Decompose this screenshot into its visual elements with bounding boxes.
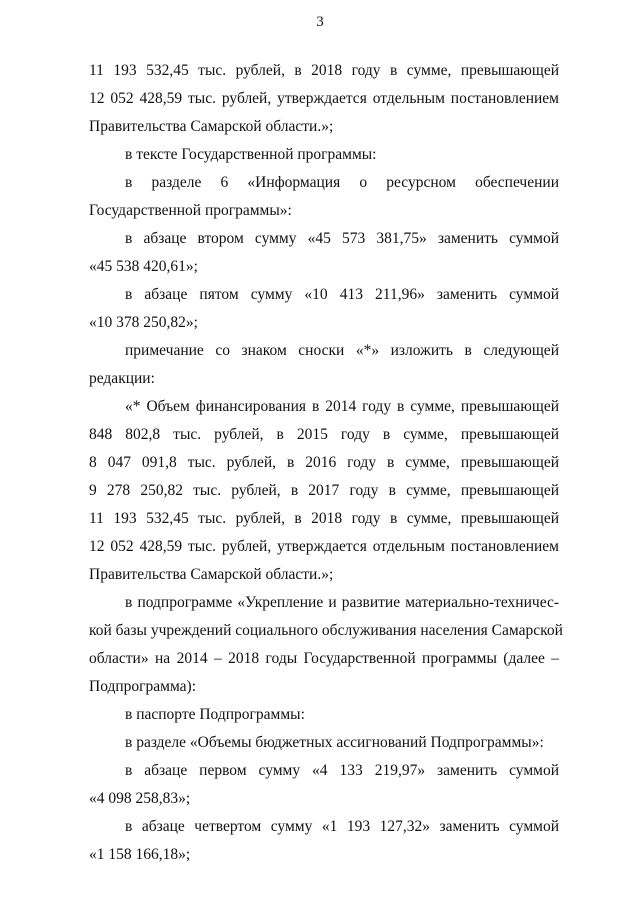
text-line: редакции: [89,370,155,387]
text-line: 9 278 250,82 тыс. рублей, в 2017 году в сумме, превышающей [89,482,559,499]
text-line: «10 378 250,82»; [89,314,198,331]
text-line: Правительства Самарской области.»; [89,118,334,135]
text-line: в разделе 6 «Информация о ресурсном обеспечении [125,174,559,191]
text-line: 8 047 091,8 тыс. рублей, в 2016 году в сумме, превышающей [89,454,559,471]
text-line: в тексте Государственной программы: [125,146,377,163]
text-line: в разделе «Объемы бюджетных ассигнований Подпрограммы»: [125,734,544,751]
text-line: «45 538 420,61»; [89,258,198,275]
page-number: 3 [316,14,324,30]
text-line: 12 052 428,59 тыс. рублей, утверждается отдельным постановлением [89,538,559,555]
text-line: «* Объем финансирования в 2014 году в сумме, превышающей [125,398,559,415]
text-line: в абзаце первом сумму «4 133 219,97» заменить суммой [125,762,559,779]
text-line: Государственной программы»: [89,202,292,219]
text-line: в абзаце втором сумму «45 573 381,75» заменить суммой [125,230,559,247]
text-line: в подпрограмме «Укрепление и развитие материально-техничес- [125,594,559,611]
text-line: Правительства Самарской области.»; [89,566,334,583]
text-line: в абзаце пятом сумму «10 413 211,96» заменить суммой [125,286,559,303]
text-line: 11 193 532,45 тыс. рублей, в 2018 году в сумме, превышающей [89,62,559,79]
text-line: области» на 2014 – 2018 годы Государственной программы (далее – [89,650,559,667]
text-line: 11 193 532,45 тыс. рублей, в 2018 году в сумме, превышающей [89,510,559,527]
text-line: кой базы учреждений социального обслуживания населения Самарской [89,622,563,639]
text-line: примечание со знаком сноски «*» изложить в следующей [125,342,559,359]
text-line: 848 802,8 тыс. рублей, в 2015 году в сумме, превышающей [89,426,559,443]
text-line: в абзаце четвертом сумму «1 193 127,32» заменить суммой [125,818,559,835]
text-line: «1 158 166,18»; [89,846,191,863]
text-line: Подпрограмма): [89,678,197,695]
text-line: 12 052 428,59 тыс. рублей, утверждается отдельным постановлением [89,90,559,107]
text-line: в паспорте Подпрограммы: [125,706,305,723]
text-line: «4 098 258,83»; [89,790,191,807]
